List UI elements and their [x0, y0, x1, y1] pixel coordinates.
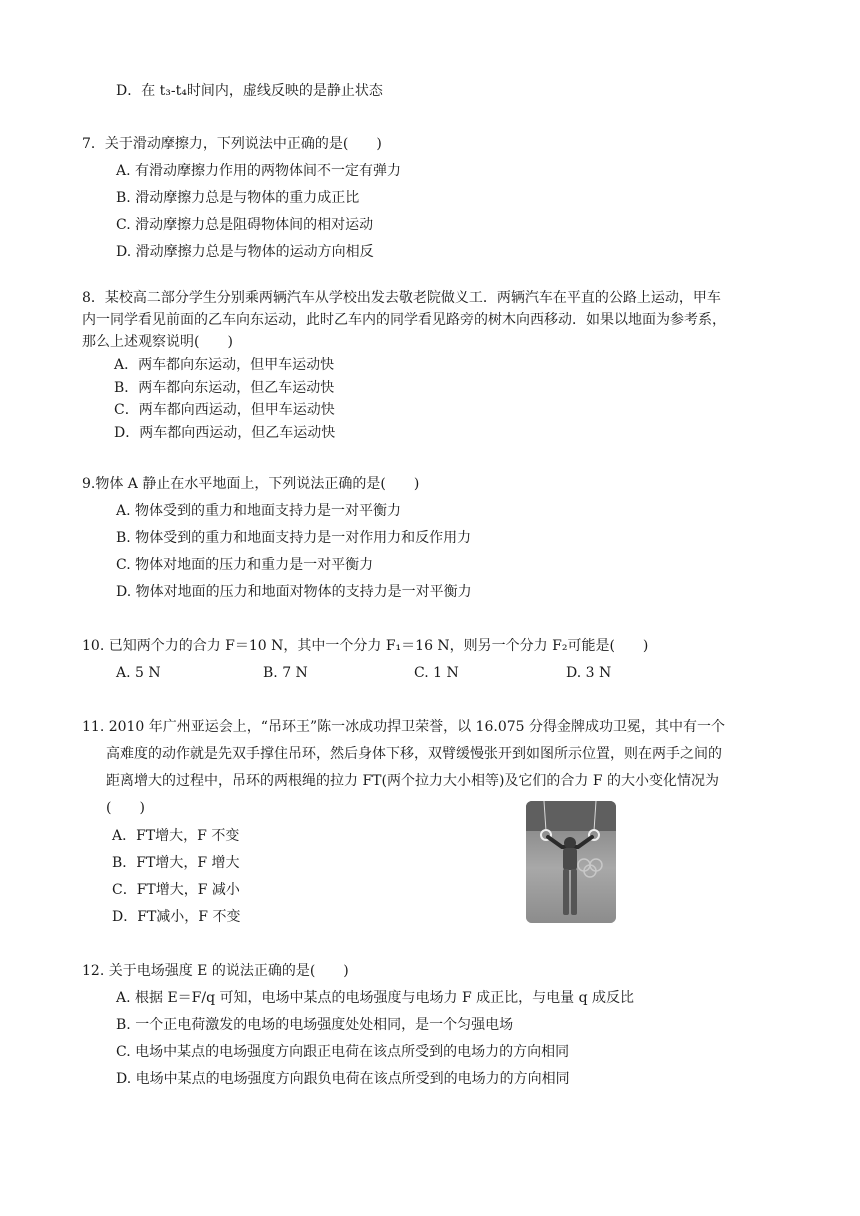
q11-option-b: B．FT增大，F 增大 — [112, 855, 240, 871]
q8-stem-line-1: 8．某校高二部分学生分别乘两辆汽车从学校出发去敬老院做义工．两辆汽车在平直的公路上运动，甲车 — [82, 290, 721, 306]
q9-option-c: C. 物体对地面的压力和重力是一对平衡力 — [116, 557, 374, 573]
gymnast-rings-photo — [526, 801, 616, 923]
q12-option-c: C. 电场中某点的电场强度方向跟正电荷在该点所受到的电场力的方向相同 — [116, 1044, 570, 1060]
q7-option-d: D. 滑动摩擦力总是与物体的运动方向相反 — [116, 244, 374, 260]
q8-option-d: D．两车都向西运动，但乙车运动快 — [114, 425, 336, 441]
q6-option-d: D．在 t₃-t₄时间内，虚线反映的是静止状态 — [116, 83, 383, 99]
q9-option-a: A. 物体受到的重力和地面支持力是一对平衡力 — [116, 503, 402, 519]
q9-stem: 9.物体 A 静止在水平地面上，下列说法正确的是( ) — [82, 476, 420, 492]
q8-stem-line-3: 那么上述观察说明( ) — [82, 334, 233, 350]
q8-stem-line-2: 内一同学看见前面的乙车向东运动，此时乙车内的同学看见路旁的树木向西移动．如果以地面为参考系， — [82, 312, 726, 328]
q7-option-b: B. 滑动摩擦力总是与物体的重力成正比 — [116, 190, 360, 206]
q11-option-a: A．FT增大，F 不变 — [112, 828, 240, 844]
q7-option-a: A. 有滑动摩擦力作用的两物体间不一定有弹力 — [116, 163, 402, 179]
q7-stem: 7．关于滑动摩擦力，下列说法中正确的是( ) — [82, 136, 382, 152]
q11-option-c: C．FT增大，F 减小 — [112, 882, 240, 898]
q11-option-d: D．FT减小，F 不变 — [112, 909, 241, 925]
q10-option-a: A. 5 N — [116, 665, 161, 681]
q11-stem-line-3: 距离增大的过程中，吊环的两根绳的拉力 FT(两个拉力大小相等)及它们的合力 F 的大小变化情况为 — [106, 773, 720, 789]
q9-option-b: B. 物体受到的重力和地面支持力是一对作用力和反作用力 — [116, 530, 472, 546]
q8-option-c: C．两车都向西运动，但甲车运动快 — [114, 402, 335, 418]
q8-option-a: A．两车都向东运动，但甲车运动快 — [114, 357, 335, 373]
q8-option-b: B．两车都向东运动，但乙车运动快 — [114, 380, 335, 396]
q10-option-c: C. 1 N — [414, 665, 459, 681]
q10-option-d: D. 3 N — [566, 665, 612, 681]
q10-stem: 10. 已知两个力的合力 F＝10 N，其中一个分力 F₁＝16 N，则另一个分力 F₂可能是( ) — [82, 638, 649, 654]
q10-option-b: B. 7 N — [263, 665, 308, 681]
q12-option-b: B. 一个正电荷激发的电场的电场强度处处相同，是一个匀强电场 — [116, 1017, 514, 1033]
q11-stem-line-4: ( ) — [106, 800, 145, 816]
q12-stem: 12. 关于电场强度 E 的说法正确的是( ) — [82, 963, 349, 979]
q11-stem-line-1: 11. 2010 年广州亚运会上，“吊环王”陈一冰成功捍卫荣誉，以 16.075 分得金牌成功卫冕，其中有一个 — [82, 719, 725, 735]
q7-option-c: C. 滑动摩擦力总是阻碍物体间的相对运动 — [116, 217, 374, 233]
q11-stem-line-2: 高难度的动作就是先双手撑住吊环，然后身体下移，双臂缓慢张开到如图所示位置，则在两手之间的 — [106, 746, 722, 762]
q9-option-d: D. 物体对地面的压力和地面对物体的支持力是一对平衡力 — [116, 584, 472, 600]
q12-option-d: D. 电场中某点的电场强度方向跟负电荷在该点所受到的电场力的方向相同 — [116, 1071, 570, 1087]
q12-option-a: A. 根据 E＝F/q 可知，电场中某点的电场强度与电场力 F 成正比，与电量 q 成反比 — [116, 990, 634, 1006]
